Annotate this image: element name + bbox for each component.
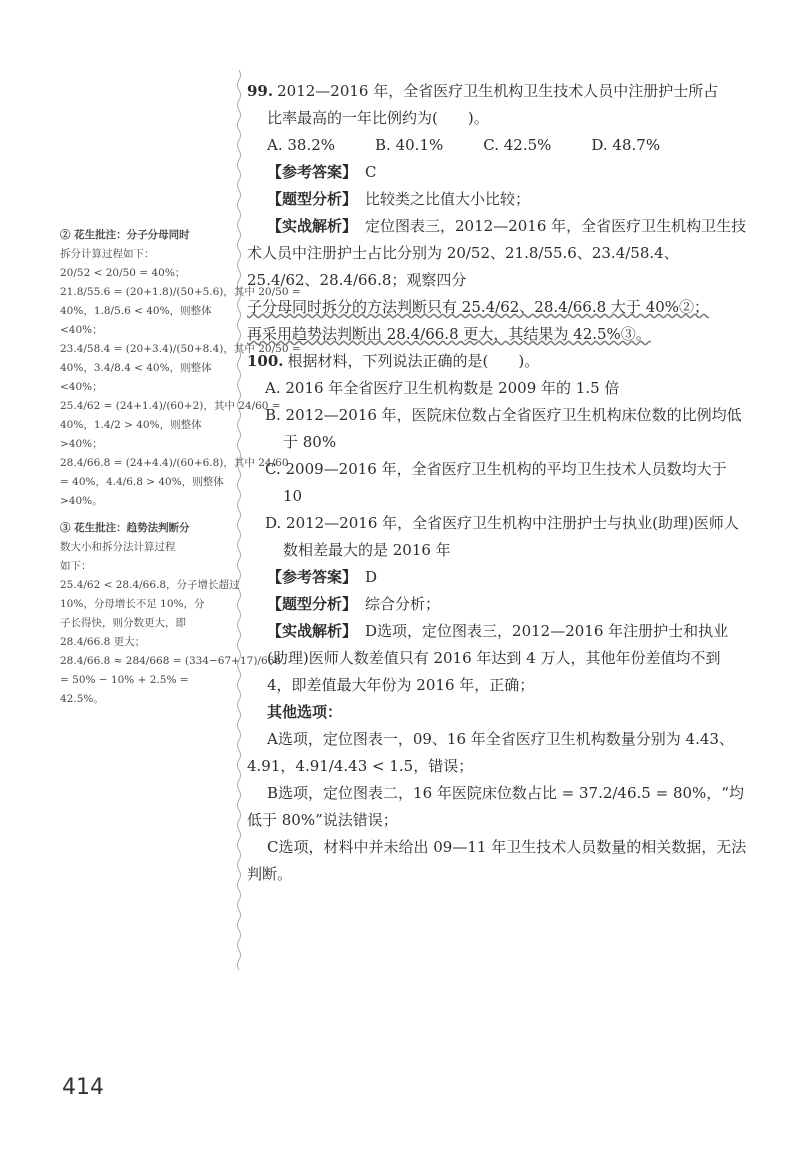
q99-analysis-line2: 术人员中注册护士占比分别为 20/52、21.8/55.6、23.4/58.4、25.4/62、28.4/66.8；观察四分 [247,244,679,289]
note-line: 20/52 < 20/50 = 40%； [60,267,186,279]
q99-stem [247,78,747,105]
note-line: <40%； [60,381,103,393]
analysis-text: D选项，定位图表三，2012—2016 年注册护士和执业(助理)医师人数差值只有 2016 年达到 4 万人，其他年份差值均不到 4，即差值最大年份为 2016 年，正确； [267,622,729,694]
q99-type [247,186,747,213]
note-line: 10%，分母增长不足 10%，分 [60,598,205,610]
type-label: 【题型分析】 [267,190,358,208]
other-option-b: B选项，定位图表二，16 年医院床位数占比 = 37.2/46.5 = 80%，“均低于 80%”说法错误； [247,784,744,829]
note-line: 如下： [60,560,92,572]
q100-analysis [247,618,747,699]
analysis-label: 【实战解析】 [267,622,358,640]
q100-option-a: A. 2016 年全省医疗卫生机构数是 2009 年的 1.5 倍 [265,379,620,397]
note-line: <40%； [60,324,103,336]
q99-analysis-line3: 子分母同时拆分的方法判断只有 25.4/62、28.4/66.8 大于 40%②； [247,298,710,316]
note-line: 25.4/62 = (24+1.4)/(60+2)，其中 24/60 = [60,400,281,412]
analysis-label: 【实战解析】 [267,217,358,235]
note-line: 数大小和拆分法计算过程 [60,541,176,553]
note-line: 25.4/62 < 28.4/66.8，分子增长超过 [60,579,240,591]
note-line: 拆分计算过程如下： [60,248,155,260]
note-line: 21.8/55.6 = (20+1.8)/(50+5.6)，其中 20/50 = [60,286,301,298]
other-options-heading: 其他选项： [267,703,343,721]
q100-option-c: C. 2009—2016 年，全省医疗卫生机构的平均卫生技术人员数均大于 10 [265,460,727,505]
analysis-line1: 定位图表三，2012—2016 年，全省医疗卫生机构卫生技 [365,217,747,235]
note-line: 28.4/66.8 更大； [60,636,146,648]
q100-stem-text: 根据材料，下列说法正确的是( )。 [287,352,540,370]
note-line: 28.4/66.8 ≈ 284/668 = (334−67+17)/668 [60,655,281,667]
answer-value: C [365,163,377,181]
q99-option-c: C. 42.5% [483,136,552,154]
type-value: 比较类之比值大小比较； [365,190,531,208]
note-line: = 40%，4.4/6.8 > 40%，则整体 [60,476,224,488]
type-value: 综合分析； [365,595,441,613]
q100-answer [247,564,747,591]
note-line: 40%，1.4/2 > 40%，则整体 [60,419,202,431]
q99-stem-line1: 2012—2016 年，全省医疗卫生机构卫生技术人员中注册护士所占 [277,82,719,100]
q100-type [247,591,747,618]
q100-option-b: B. 2012—2016 年，医院床位数占全省医疗卫生机构床位数的比例均低于 80% [265,406,742,451]
q99-option-a: A. 38.2% [267,136,336,154]
q100-option-d: D. 2012—2016 年，全省医疗卫生机构中注册护士与执业(助理)医师人数相差最大的是 2016 年 [265,514,739,559]
note-line: ③ 花生批注：趋势法判断分 [60,522,190,534]
answer-label: 【参考答案】 [267,568,358,586]
page-number: 414 [62,1075,104,1100]
q100-stem [247,348,747,375]
note-line: = 50% − 10% + 2.5% = [60,674,189,686]
note-line: 23.4/58.4 = (20+3.4)/(50+8.4)，其中 20/50 = [60,343,301,355]
q99-option-b: B. 40.1% [375,136,444,154]
q99-stem-line2: 比率最高的一年比例约为( )。 [267,109,489,127]
q99-options [247,132,747,159]
main-content [247,78,747,888]
answer-label: 【参考答案】 [267,163,358,181]
note-line: 子长得快，则分数更大，即 [60,617,186,629]
q99-analysis-line4: 再采用趋势法判断出 28.4/66.8 更大，其结果为 42.5%③。 [247,325,651,343]
note-line: >40%； [60,438,103,450]
type-label: 【题型分析】 [267,595,358,613]
question-100 [247,348,747,888]
other-option-a: A选项，定位图表一，09、16 年全省医疗卫生机构数量分别为 4.43、4.91，4.91/4.43 < 1.5，错误； [247,730,734,775]
note-line: 40%，3.4/8.4 < 40%，则整体 [60,362,212,374]
q99-number: 99. [247,82,274,100]
q99-answer [247,159,747,186]
note-line: >40%。 [60,495,103,507]
other-option-c: C选项，材料中并未给出 09—11 年卫生技术人员数量的相关数据，无法判断。 [247,838,747,883]
wavy-divider [234,70,244,970]
q99-analysis [247,213,747,240]
sidebar-note-2 [60,519,281,709]
q100-number: 100. [247,352,284,370]
note-line: 28.4/66.8 = (24+4.4)/(60+6.8)，其中 24/60 [60,457,289,469]
question-99 [247,78,747,348]
note-line: 40%，1.8/5.6 < 40%，则整体 [60,305,212,317]
q99-option-d: D. 48.7% [591,136,661,154]
note-line: 42.5%。 [60,693,104,705]
answer-value: D [365,568,378,586]
note-line: ② 花生批注：分子分母同时 [60,229,190,241]
